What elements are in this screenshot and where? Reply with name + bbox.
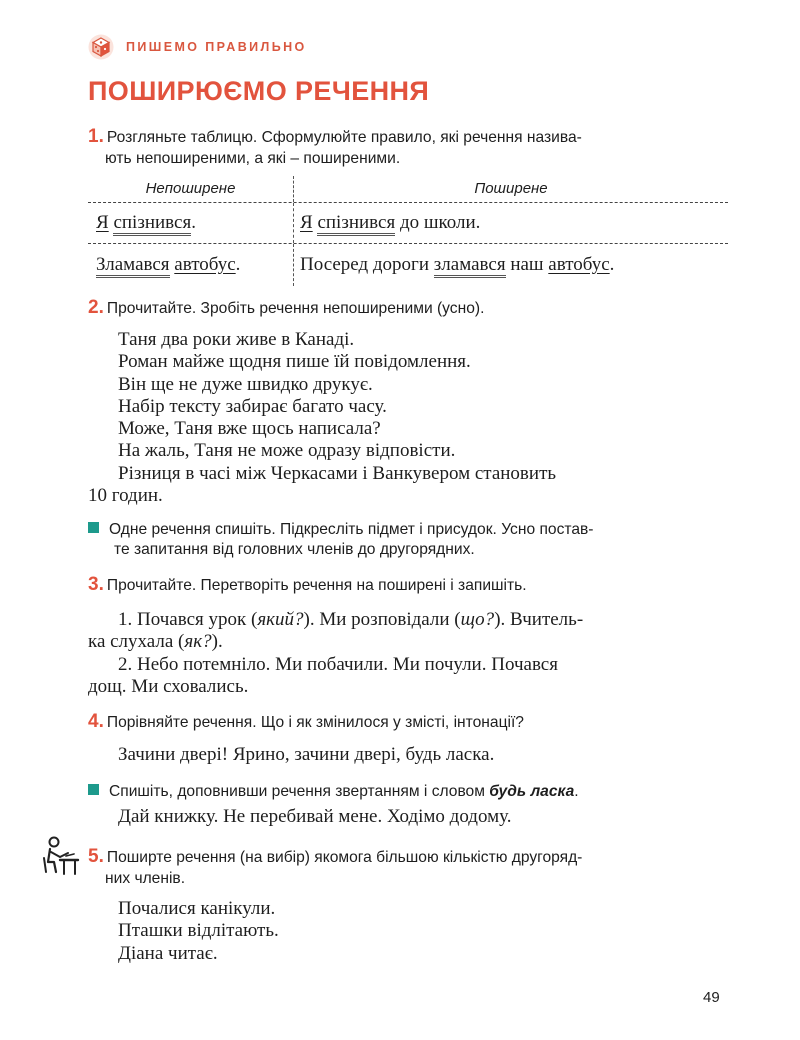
sentence: Дай книжку. Не перебивай мене. Ходімо додому. [118,806,512,827]
table-cell [293,244,728,286]
table-row [88,203,728,244]
task-number: 2. [88,297,104,318]
page-number: 49 [703,989,720,1006]
task-text: те запитання від головних членів до другорядних. [114,541,475,558]
reading-text [88,329,732,507]
task-number: 1. [88,126,104,147]
table-cell [88,244,293,286]
dice-cube-icon [88,34,114,60]
punctuation: . [235,254,241,275]
subject-word: Я [96,212,109,233]
sentence: Пташки відлітають. [118,920,279,942]
sentence: Діана читає. [118,942,218,964]
bullet-task [88,782,732,802]
task-1 [88,126,732,169]
task-text: Прочитайте. Перетворіть речення на поширені і запишіть. [106,577,527,594]
sentence: Зачини двері! Ярино, зачини двері, будь ласка. [118,744,495,765]
sentence [88,631,732,653]
reading-text [88,806,732,828]
predicate-word: Зламався [96,254,170,278]
sentence: Може, Таня вже щось написала? [118,418,381,440]
sentence [88,609,732,631]
text-part: ). [211,631,223,653]
subject-word: автобус [548,254,610,275]
task-text: Порівняйте речення. Що і як змінилося у змісті, інтонації? [106,714,524,731]
sentence: Набір тексту забирає багато часу. [118,395,387,417]
punctuation: . [609,254,615,275]
cell-text: наш [505,254,549,275]
task-text: Прочитайте. Зробіть речення непоширеними (усно). [106,300,485,317]
text-part: 1. Почався урок ( [118,609,258,630]
question-word: як? [184,631,212,653]
sentence: 10 годин. [88,485,163,507]
bullet-square-icon [88,522,99,533]
cell-text: до школи. [395,212,481,233]
column-header: Непоширене [145,180,236,197]
predicate-word: зламався [434,254,506,278]
task-text: Розгляньте таблицю. Сформулюйте правило, які речення назива- [106,129,582,146]
bullet-square-icon [88,784,99,795]
section-label: ПИШЕМО ПРАВИЛЬНО [126,40,307,54]
table-cell [293,203,728,243]
punctuation: . [191,212,196,233]
reading-text [88,898,732,965]
reading-text [88,744,732,766]
sentence: Різниця в часі між Черкасами і Ванкувером становить [118,462,557,484]
task-text: ють непоширеними, а які – поширеними. [105,150,401,167]
table-cell [88,203,293,243]
task-text: Поширте речення (на вибір) якомога більшою кількістю другоряд- [106,849,583,866]
task-3 [88,574,732,596]
table-header-row [88,176,728,203]
subject-word: Я [300,212,313,233]
sentence: Таня два роки живе в Канаді. [118,329,355,350]
sentence: дощ. Ми сховались. [88,675,249,697]
task-number: 4. [88,711,104,732]
predicate-word: спізнився [317,212,395,236]
sentence: Він ще не дуже швидко друкує. [118,373,373,395]
page-title: ПОШИРЮЄМО РЕЧЕННЯ [88,76,430,106]
task-text: Спишіть, доповнивши речення звертанням і словом [109,783,490,800]
section-header [88,34,307,60]
person-at-desk-icon [40,836,82,876]
text-part: ка слухала ( [88,631,185,653]
table-row [88,244,728,286]
column-header: Поширене [293,176,728,202]
punctuation: . [574,783,579,800]
task-text: Одне речення спишіть. Підкресліть підмет і присудок. Усно постав- [109,521,594,538]
task-number: 3. [88,574,104,595]
sentence: На жаль, Таня не може одразу відповісти. [118,440,456,462]
sentence: Почалися канікули. [118,898,276,919]
text-part: ). Вчитель- [494,609,584,630]
question-word: який? [257,609,304,630]
sentence: Роман майже щодня пише їй повідомлення. [118,351,471,373]
subject-word: автобус [174,254,236,275]
sentence: 2. Небо потемніло. Ми побачили. Ми почули. Почався [118,653,558,675]
reading-text [88,609,732,698]
emphasis-text: будь ласка [489,783,575,800]
task-number: 5. [88,846,104,867]
cell-text: Посеред дороги [300,254,434,275]
bullet-task [88,520,732,560]
task-2 [88,297,732,319]
task-text: них членів. [105,870,186,887]
predicate-word: спізнився [113,212,191,236]
comparison-table [88,176,728,286]
question-word: що? [460,609,495,630]
text-part: ). Ми розповідали ( [303,609,461,630]
task-4 [88,711,732,733]
task-5 [88,846,732,889]
